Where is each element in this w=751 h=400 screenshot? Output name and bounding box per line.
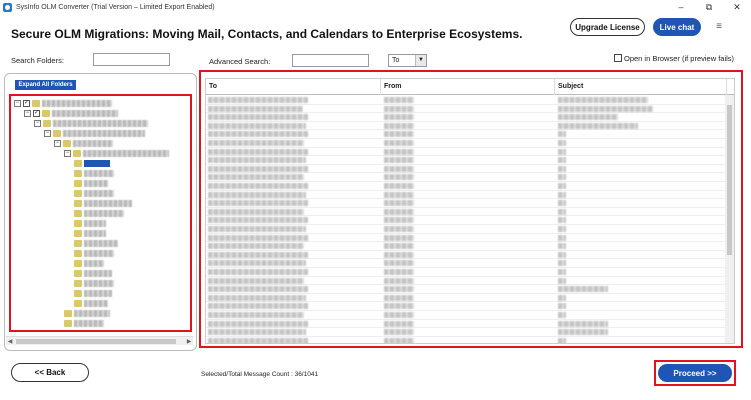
cell-from-redacted (384, 149, 414, 155)
grid-header (206, 79, 735, 95)
live-chat-button[interactable]: Live chat (653, 18, 701, 36)
cell-from-redacted (384, 252, 414, 258)
tree-node[interactable] (74, 239, 118, 248)
cell-to-redacted (208, 260, 306, 266)
tree-node-label-redacted (53, 120, 148, 127)
cell-from-redacted (384, 192, 414, 198)
cell-to-redacted (208, 312, 304, 318)
tree-node[interactable] (74, 229, 106, 238)
folder-icon (74, 280, 82, 287)
table-row[interactable] (206, 173, 726, 182)
tree-node-label-redacted (74, 310, 110, 317)
cell-to-redacted (208, 106, 303, 112)
close-icon[interactable]: ✕ (733, 1, 741, 12)
folder-icon (74, 230, 82, 237)
cell-subject-redacted (558, 321, 608, 327)
cell-from-redacted (384, 140, 414, 146)
column-header-from[interactable]: From (381, 79, 555, 95)
collapse-toggle-icon[interactable]: − (15, 100, 20, 106)
cell-to-redacted (208, 235, 308, 241)
cell-from-redacted (384, 157, 414, 163)
tree-node-label-redacted (84, 250, 114, 257)
tree-node-label-redacted (84, 300, 108, 307)
back-button[interactable]: << Back (11, 363, 89, 382)
folder-icon (74, 220, 82, 227)
cell-subject-redacted (558, 226, 566, 232)
tree-node-label-redacted (84, 180, 108, 187)
cell-to-redacted (208, 131, 308, 137)
minimize-icon[interactable]: – (678, 2, 684, 12)
folder-icon (74, 210, 82, 217)
folder-icon (74, 180, 82, 187)
cell-to-redacted (208, 174, 304, 180)
tree-node[interactable] (74, 199, 132, 208)
scroll-left-icon[interactable]: ◀ (7, 339, 13, 345)
proceed-button[interactable]: Proceed >> (658, 364, 732, 382)
tree-node-label-redacted (84, 270, 112, 277)
cell-subject-redacted (558, 131, 566, 137)
folder-icon (53, 130, 61, 137)
table-row[interactable] (206, 96, 726, 105)
tree-node[interactable] (74, 169, 114, 178)
expand-all-folders-button[interactable]: Expand All Folders (15, 80, 76, 90)
cell-to-redacted (208, 321, 308, 327)
app-logo-icon (3, 3, 12, 12)
table-row[interactable] (206, 105, 726, 114)
cell-from-redacted (384, 209, 414, 215)
cell-from-redacted (384, 200, 414, 206)
cell-from-redacted (384, 123, 414, 129)
cell-from-redacted (384, 114, 414, 120)
tree-horizontal-scrollbar[interactable] (6, 336, 193, 345)
cell-subject-redacted (558, 243, 566, 249)
page-title: Secure OLM Migrations: Moving Mail, Contacts, and Calendars to Enterprise Ecosystems. (11, 27, 523, 41)
folder-icon (74, 300, 82, 307)
cell-to-redacted (208, 286, 308, 292)
table-row[interactable] (206, 277, 726, 286)
cell-from-redacted (384, 338, 414, 344)
tree-node-label-redacted (84, 200, 132, 207)
title-bar (0, 0, 751, 14)
cell-to-redacted (208, 243, 304, 249)
tree-node[interactable] (54, 139, 113, 148)
tree-node-label-redacted (63, 130, 145, 137)
cell-to-redacted (208, 329, 306, 335)
folder-icon (64, 320, 72, 327)
tree-node[interactable] (74, 299, 108, 308)
search-folders-input[interactable] (93, 53, 170, 66)
tree-node-label-redacted (84, 230, 106, 237)
message-grid-panel (199, 70, 743, 348)
tree-node-label-redacted (84, 290, 112, 297)
search-field-select[interactable] (388, 54, 427, 67)
cell-subject-redacted (558, 209, 566, 215)
cell-from-redacted (384, 235, 414, 241)
tree-node-label-redacted (84, 190, 114, 197)
table-row[interactable] (206, 285, 726, 294)
table-row[interactable] (206, 182, 726, 191)
cell-subject-redacted (558, 157, 566, 163)
collapse-toggle-icon[interactable]: − (45, 130, 50, 136)
tree-checkbox[interactable]: ✓ (24, 100, 30, 106)
collapse-toggle-icon[interactable]: − (25, 110, 30, 116)
cell-subject-redacted (558, 123, 638, 129)
tree-scroll-thumb[interactable] (16, 339, 176, 344)
cell-to-redacted (208, 252, 308, 258)
message-grid[interactable] (205, 78, 735, 344)
tree-node-label-redacted (42, 100, 112, 107)
cell-subject-redacted (558, 106, 653, 112)
cell-to-redacted (208, 114, 308, 120)
table-row[interactable] (206, 208, 726, 217)
folder-icon (42, 110, 50, 117)
cell-from-redacted (384, 131, 414, 137)
cell-subject-redacted (558, 140, 566, 146)
cell-to-redacted (208, 269, 308, 275)
cell-from-redacted (384, 312, 414, 318)
cell-subject-redacted (558, 269, 566, 275)
cell-subject-redacted (558, 252, 566, 258)
cell-from-redacted (384, 260, 414, 266)
table-row[interactable] (206, 242, 726, 251)
tree-node-label-redacted (84, 260, 104, 267)
cell-from-redacted (384, 329, 414, 335)
table-row[interactable] (206, 268, 726, 277)
table-row[interactable] (206, 225, 726, 234)
maximize-icon[interactable]: ⧉ (705, 1, 713, 12)
cell-to-redacted (208, 149, 308, 155)
tree-node[interactable] (34, 119, 148, 128)
cell-to-redacted (208, 183, 308, 189)
tree-node-label-redacted (84, 160, 110, 167)
table-row[interactable] (206, 199, 726, 208)
table-row[interactable] (206, 328, 726, 337)
open-in-browser-checkbox[interactable] (614, 54, 622, 62)
cell-from-redacted (384, 183, 414, 189)
cell-subject-redacted (558, 114, 618, 120)
cell-subject-redacted (558, 303, 566, 309)
grid-vertical-scrollbar[interactable] (725, 95, 734, 344)
folder-icon (73, 150, 81, 157)
cell-to-redacted (208, 209, 304, 215)
tree-node[interactable] (74, 159, 110, 168)
table-row[interactable] (206, 156, 726, 165)
table-row[interactable] (206, 165, 726, 174)
search-field-value: To (392, 57, 400, 64)
tree-node-label-redacted (84, 240, 118, 247)
cell-subject-redacted (558, 97, 648, 103)
collapse-toggle-icon[interactable]: − (35, 120, 40, 126)
cell-to-redacted (208, 278, 304, 284)
cell-subject-redacted (558, 183, 566, 189)
cell-from-redacted (384, 243, 414, 249)
cell-to-redacted (208, 166, 308, 172)
table-row[interactable] (206, 148, 726, 157)
collapse-toggle-icon[interactable]: − (55, 140, 60, 146)
table-row[interactable] (206, 259, 726, 268)
tree-node-label-redacted (84, 210, 124, 217)
tree-node-label-redacted (52, 110, 118, 117)
table-row[interactable] (206, 320, 726, 329)
table-row[interactable] (206, 130, 726, 139)
tree-node[interactable] (24, 109, 118, 118)
cell-subject-redacted (558, 295, 566, 301)
tree-node-label-redacted (73, 140, 113, 147)
tree-node[interactable] (74, 259, 104, 268)
table-row[interactable] (206, 216, 726, 225)
cell-to-redacted (208, 140, 304, 146)
folder-icon (64, 310, 72, 317)
window-title: SysInfo OLM Converter (Trial Version – Limited Export Enabled) (16, 3, 215, 11)
cell-to-redacted (208, 217, 308, 223)
collapse-toggle-icon[interactable]: − (65, 150, 70, 156)
window-controls (667, 0, 751, 14)
table-row[interactable] (206, 302, 726, 311)
grid-scroll-thumb[interactable] (727, 105, 732, 255)
cell-from-redacted (384, 286, 414, 292)
cell-to-redacted (208, 338, 308, 344)
cell-from-redacted (384, 278, 414, 284)
cell-from-redacted (384, 166, 414, 172)
advanced-search-input[interactable] (292, 54, 369, 67)
cell-from-redacted (384, 226, 414, 232)
proceed-highlight (654, 360, 736, 386)
folder-icon (74, 260, 82, 267)
cell-from-redacted (384, 217, 414, 223)
column-header-subject[interactable]: Subject (555, 79, 727, 95)
folder-icon (43, 120, 51, 127)
tree-node[interactable] (74, 289, 112, 298)
cell-subject-redacted (558, 174, 566, 180)
cell-from-redacted (384, 321, 414, 327)
folder-icon (74, 240, 82, 247)
folder-icon (63, 140, 71, 147)
folder-icon (74, 250, 82, 257)
tree-node-label-redacted (84, 170, 114, 177)
cell-subject-redacted (558, 329, 608, 335)
cell-to-redacted (208, 303, 308, 309)
open-in-browser-label: Open in Browser (if preview fails) (624, 54, 735, 63)
tree-node[interactable] (74, 269, 112, 278)
tree-node[interactable] (74, 219, 106, 228)
tree-node[interactable] (44, 129, 145, 138)
folder-icon (74, 170, 82, 177)
search-folders-label: Search Folders: (11, 56, 64, 65)
cell-subject-redacted (558, 278, 566, 284)
tree-node[interactable] (74, 249, 114, 258)
cell-from-redacted (384, 303, 414, 309)
cell-subject-redacted (558, 235, 566, 241)
advanced-search-label: Advanced Search: (209, 57, 271, 66)
cell-from-redacted (384, 174, 414, 180)
chevron-down-icon: ▼ (415, 55, 426, 66)
table-row[interactable] (206, 113, 726, 122)
tree-node-label-redacted (84, 280, 114, 287)
tree-node[interactable] (64, 319, 104, 328)
message-count-status: Selected/Total Message Count : 36/1041 (201, 371, 319, 378)
cell-subject-redacted (558, 286, 608, 292)
cell-from-redacted (384, 97, 414, 103)
table-row[interactable] (206, 294, 726, 303)
table-row[interactable] (206, 234, 726, 243)
folder-icon (74, 160, 82, 167)
cell-subject-redacted (558, 192, 566, 198)
cell-to-redacted (208, 123, 306, 129)
tree-checkbox[interactable]: ✓ (34, 110, 40, 116)
tree-node[interactable] (64, 149, 169, 158)
tree-node[interactable] (74, 209, 124, 218)
cell-subject-redacted (558, 166, 566, 172)
cell-subject-redacted (558, 312, 566, 318)
tree-node[interactable] (74, 189, 114, 198)
tree-node[interactable] (74, 279, 114, 288)
tree-node-label-redacted (83, 150, 169, 157)
cell-to-redacted (208, 157, 306, 163)
cell-from-redacted (384, 295, 414, 301)
table-row[interactable] (206, 251, 726, 260)
cell-to-redacted (208, 192, 306, 198)
upgrade-license-button[interactable]: Upgrade License (570, 18, 645, 36)
cell-from-redacted (384, 106, 414, 112)
table-row[interactable] (206, 139, 726, 148)
tree-node-label-redacted (74, 320, 104, 327)
folder-icon (74, 200, 82, 207)
scroll-right-icon[interactable]: ▶ (186, 339, 192, 345)
cell-to-redacted (208, 200, 308, 206)
cell-subject-redacted (558, 260, 566, 266)
cell-subject-redacted (558, 217, 566, 223)
folder-tree[interactable] (9, 94, 192, 332)
cell-to-redacted (208, 97, 308, 103)
tree-node-label-redacted (84, 220, 106, 227)
folder-icon (74, 190, 82, 197)
folder-icon (74, 290, 82, 297)
tree-node[interactable] (74, 179, 108, 188)
cell-to-redacted (208, 295, 306, 301)
cell-from-redacted (384, 269, 414, 275)
column-header-to[interactable]: To (206, 79, 381, 95)
table-row[interactable] (206, 191, 726, 200)
cell-subject-redacted (558, 338, 566, 344)
table-row[interactable] (206, 122, 726, 131)
tree-node[interactable] (14, 99, 112, 108)
cell-subject-redacted (558, 149, 566, 155)
cell-subject-redacted (558, 200, 566, 206)
table-row[interactable] (206, 337, 726, 344)
cell-to-redacted (208, 226, 306, 232)
folder-icon (74, 270, 82, 277)
folder-icon (32, 100, 40, 107)
table-row[interactable] (206, 311, 726, 320)
hamburger-menu-icon[interactable]: ≡ (716, 20, 722, 32)
tree-node[interactable] (64, 309, 110, 318)
